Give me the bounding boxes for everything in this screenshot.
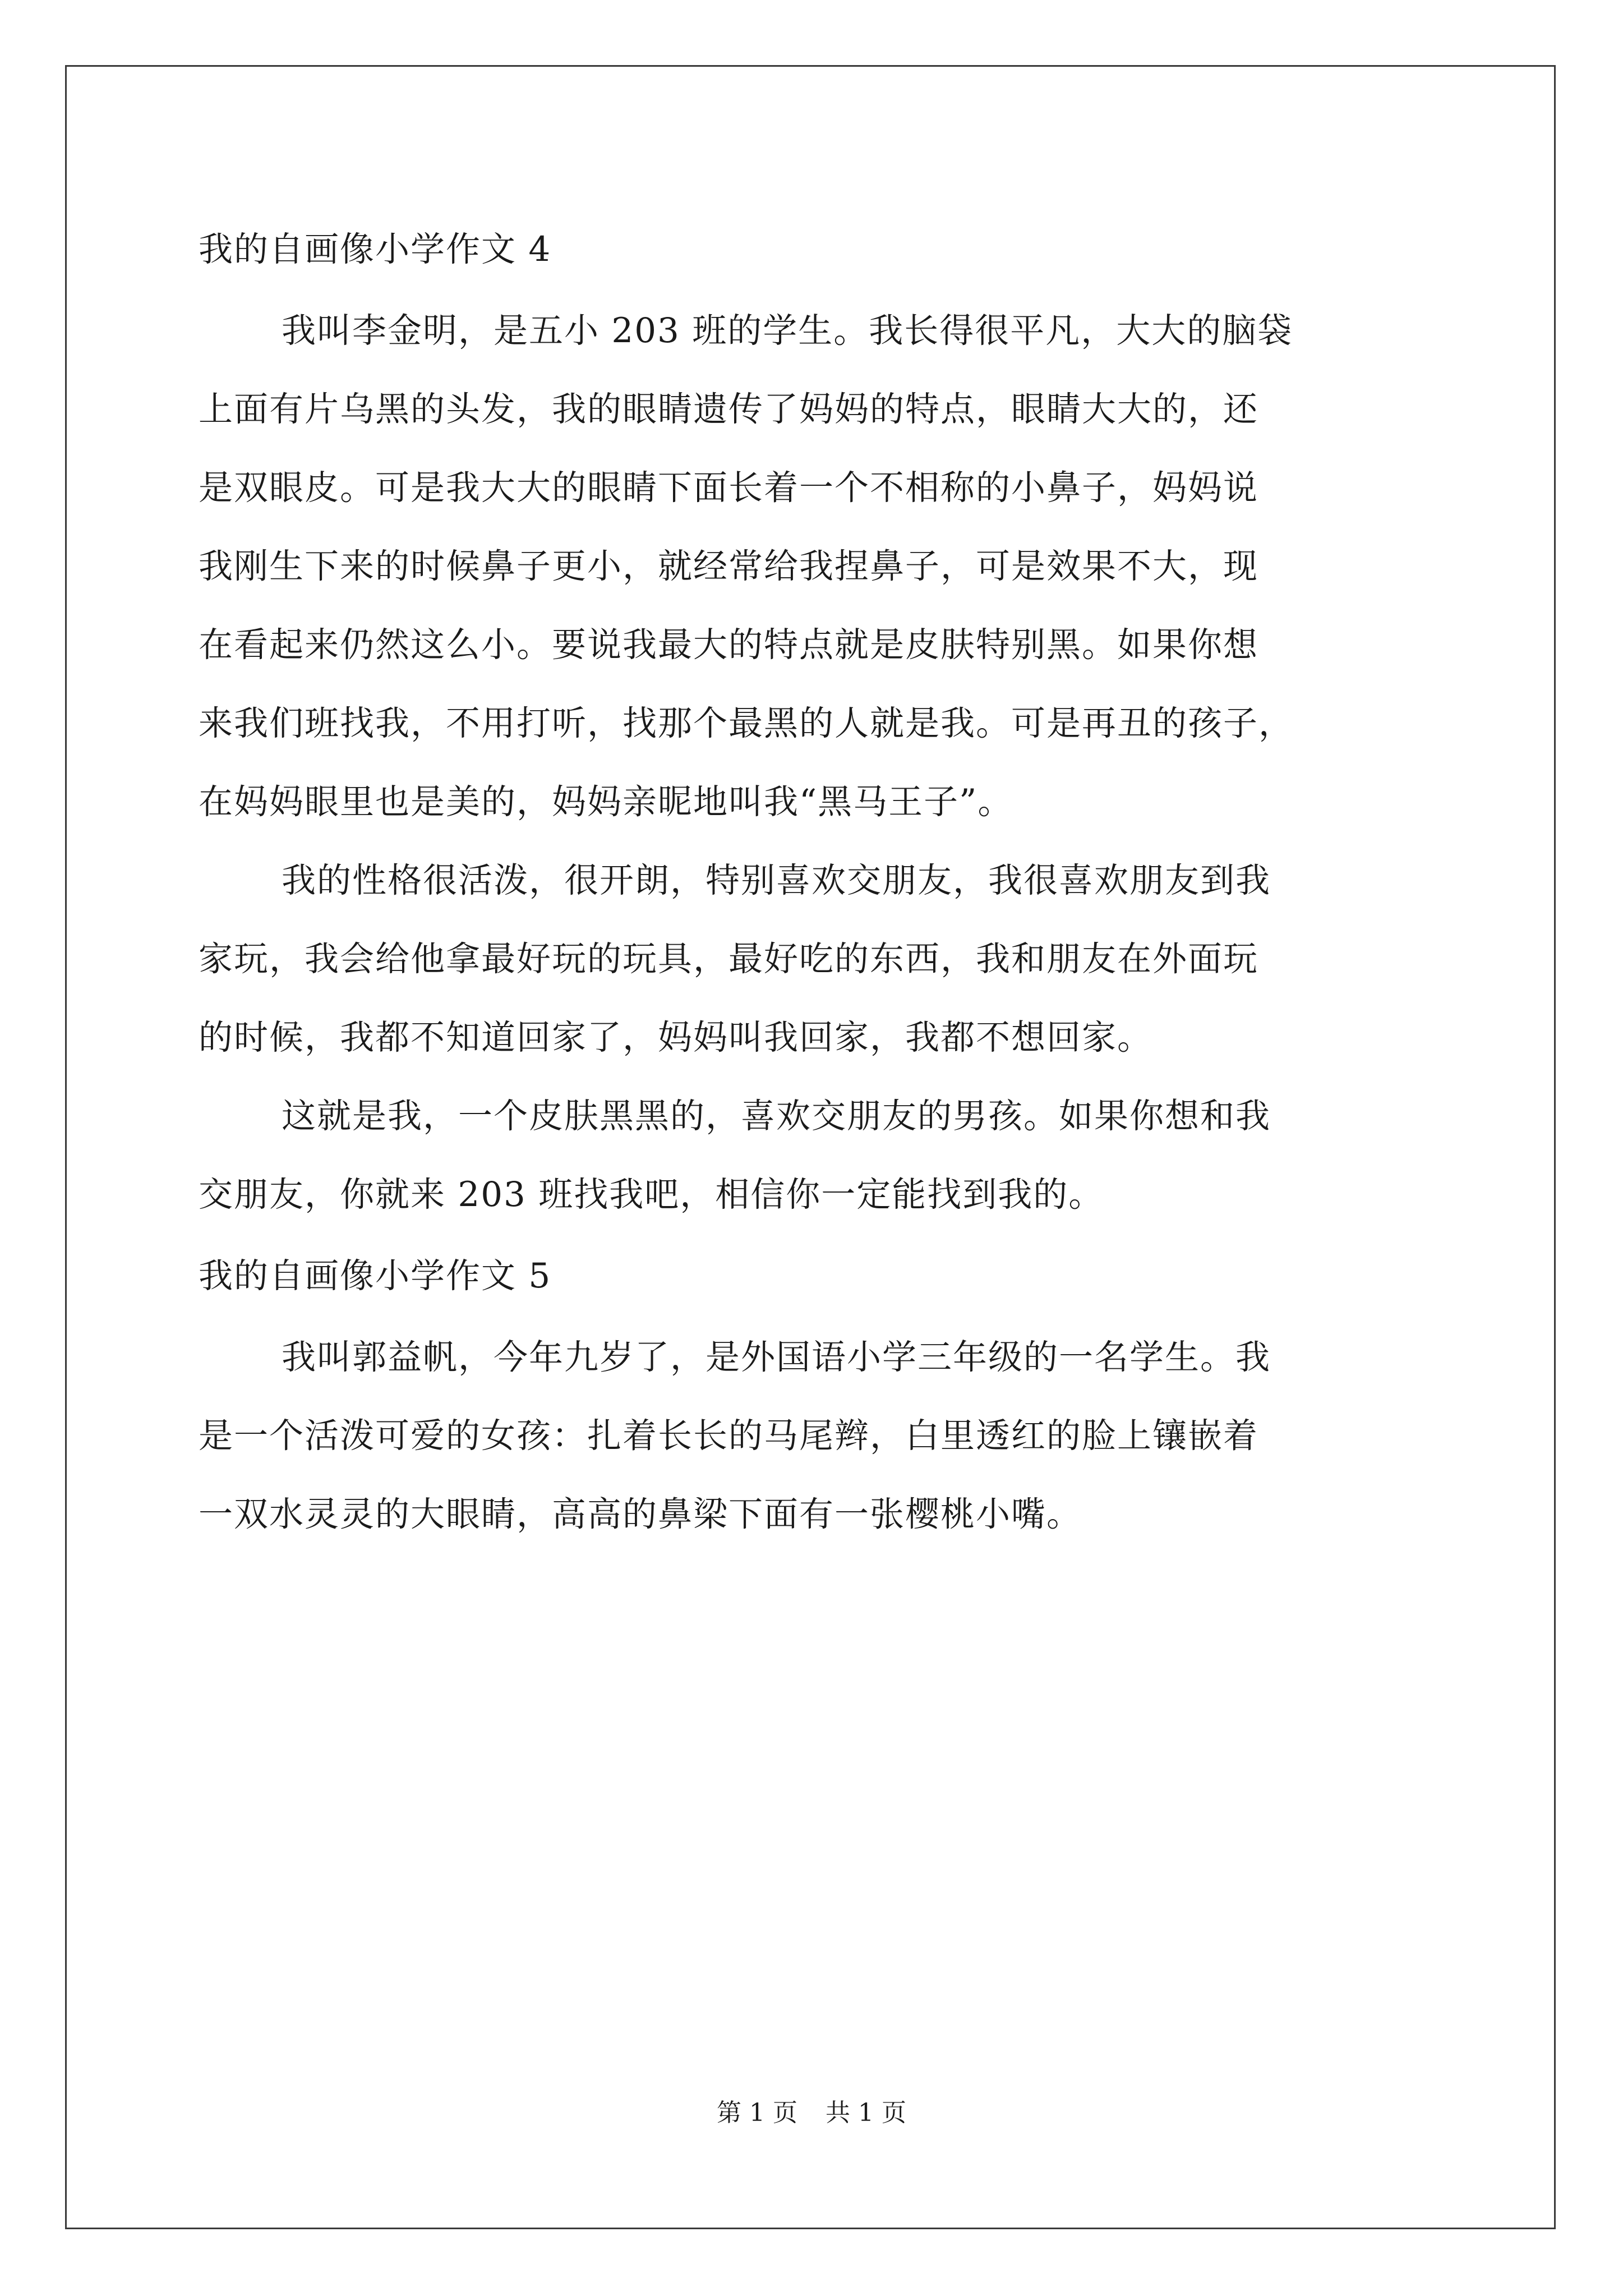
text-line: 的时候，我都不知道回家了，妈妈叫我回家，我都不想回家。 [199, 1018, 1153, 1057]
text-line: 我叫郭益帆，今年九岁了，是外国语小学三年级的一名学生。我 [282, 1337, 1271, 1377]
paragraph [199, 1318, 1432, 1554]
text-line: 是一个活泼可爱的女孩：扎着长长的马尾辫，白里透红的脸上镶嵌着 [199, 1416, 1259, 1456]
paragraph [199, 1077, 1432, 1234]
page-number: 第 1 页 [717, 2099, 797, 2127]
text-line: 上面有片乌黑的头发，我的眼睛遗传了妈妈的特点，眼睛大大的，还 [199, 389, 1259, 429]
text-line: 家玩，我会给他拿最好玩的玩具，最好吃的东西，我和朋友在外面玩 [199, 939, 1259, 979]
section-heading: 我的自画像小学作文 4 [199, 229, 552, 269]
page-footer [0, 2092, 1623, 2128]
page-total: 共 1 页 [826, 2099, 906, 2127]
text-line: 在看起来仍然这么小。要说我最大的特点就是皮肤特别黑。如果你想 [199, 625, 1259, 665]
document-body [199, 208, 1432, 1554]
text-line: 交朋友，你就来 203 班找我吧，相信你一定能找到我的。 [199, 1175, 1104, 1214]
text-line: 是双眼皮。可是我大大的眼睛下面长着一个不相称的小鼻子，妈妈说 [199, 468, 1259, 508]
text-line: 我叫李金明，是五小 203 班的学生。我长得很平凡，大大的脑袋 [282, 311, 1293, 351]
text-line: 一双水灵灵的大眼睛，高高的鼻梁下面有一张樱桃小嘴。 [199, 1494, 1082, 1534]
text-line: 这就是我，一个皮肤黑黑的，喜欢交朋友的男孩。如果你想和我 [282, 1096, 1271, 1136]
paragraph [199, 292, 1432, 841]
section-heading: 我的自画像小学作文 5 [199, 1256, 552, 1296]
text-line: 我刚生下来的时候鼻子更小，就经常给我捏鼻子，可是效果不大，现 [199, 546, 1259, 586]
text-line: 我的性格很活泼，很开朗，特别喜欢交朋友，我很喜欢朋友到我 [282, 861, 1271, 900]
paragraph [199, 841, 1432, 1077]
text-line: 来我们班找我，不用打听，找那个最黑的人就是我。可是再丑的孩子， [199, 703, 1294, 743]
text-line: 在妈妈眼里也是美的，妈妈亲昵地叫我“黑马王子”。 [199, 782, 1013, 822]
